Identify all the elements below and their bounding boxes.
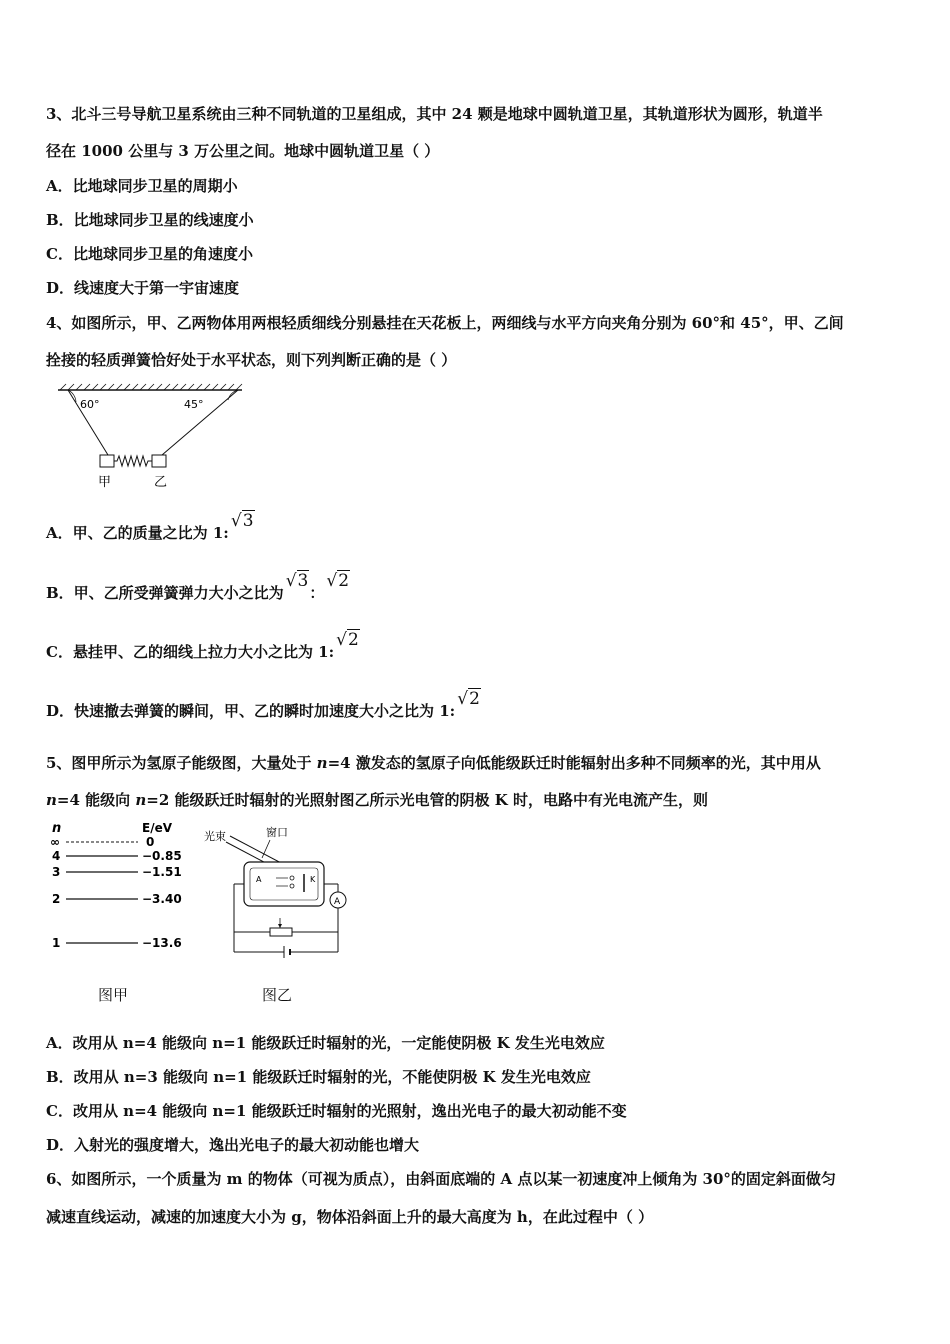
svg-text:4: 4 [52, 849, 61, 863]
q5-option-b: B．改用从 n=3 能级向 n=1 能级跃迁时辐射的光，不能使阴极 K 发生光电效应 [46, 1068, 591, 1086]
q5-stem-line2: n=4 能级向 n=2 能级跃迁时辐射的光照射图乙所示光电管的阴极 K 时，电路中有光电流产生，则 [46, 791, 708, 809]
rheostat [270, 928, 292, 936]
sqrt-symbol: √2 [457, 689, 480, 709]
level-3 [52, 865, 182, 879]
level-2 [52, 892, 182, 906]
e-header: E/eV [142, 821, 173, 835]
label-anode: A [256, 875, 262, 884]
caption-fig-yi: 图乙 [262, 986, 293, 1004]
angle-left-label: 60° [80, 398, 100, 411]
q4-option-d: D．快速撤去弹簧的瞬间，甲、乙的瞬时加速度大小之比为 1:√2 [46, 689, 480, 720]
label-cathode: K [310, 875, 316, 884]
n-header: n [52, 821, 62, 836]
q6-stem-line2: 减速直线运动，减速的加速度大小为 g，物体沿斜面上升的最大高度为 h，在此过程中（ ） [46, 1208, 654, 1226]
q3-option-c: C．比地球同步卫星的角速度小 [46, 245, 253, 263]
level-4 [52, 849, 182, 863]
q5-option-d: D．入射光的强度增大，逸出光电子的最大初动能也增大 [46, 1136, 420, 1154]
level-inf [50, 835, 154, 849]
svg-text:−1.51: −1.51 [142, 865, 182, 879]
q3-stem-line2: 径在 1000 公里与 3 万公里之间。地球中圆轨道卫星（ ） [46, 142, 440, 160]
q3-stem-line1: 3、北斗三号导航卫星系统由三种不同轨道的卫星组成，其中 24 颗是地球中圆轨道卫星，其轨道形状为圆形，轨道半 [46, 105, 823, 123]
svg-text:−0.85: −0.85 [142, 849, 182, 863]
sqrt-symbol: √2 [326, 571, 350, 591]
phototube [244, 862, 324, 906]
svg-text:2: 2 [52, 892, 61, 906]
energy-level-diagram [46, 818, 196, 958]
q4-stem-line2: 拴接的轻质弹簧恰好处于水平状态，则下列判断正确的是（ ） [46, 351, 457, 369]
photoelectric-circuit [200, 822, 360, 962]
q5-stem-line1: 5、图甲所示为氢原子能级图，大量处于 n=4 激发态的氢原子向低能级跃迁时能辐射出多种不同频率的光，其中用从 [46, 754, 821, 772]
q5-option-c: C．改用从 n=4 能级向 n=1 能级跃迁时辐射的光照射，逸出光电子的最大初动能不变 [46, 1102, 627, 1120]
label-window: 窗口 [266, 826, 288, 839]
q4-stem-line1: 4、如图所示，甲、乙两物体用两根轻质细线分别悬挂在天花板上，两细线与水平方向夹角分别为 60°和 45°，甲、乙间 [46, 314, 844, 332]
level-1 [52, 936, 182, 950]
svg-text:−13.6: −13.6 [142, 936, 182, 950]
svg-text:0: 0 [146, 835, 155, 849]
q3-option-a: A．比地球同步卫星的周期小 [46, 177, 238, 195]
q4-spring-figure [56, 382, 246, 492]
q5-option-a: A．改用从 n=4 能级向 n=1 能级跃迁时辐射的光，一定能使阴极 K 发生光电效应 [46, 1034, 605, 1052]
q6-stem-line1: 6、如图所示，一个质量为 m 的物体（可视为质点），由斜面底端的 A 点以某一初速度冲上倾角为 30°的固定斜面做匀 [46, 1170, 836, 1188]
sqrt-symbol: √3 [285, 571, 309, 591]
label-light-beam: 光束 [204, 830, 226, 843]
q3-option-b: B．比地球同步卫星的线速度小 [46, 211, 254, 229]
q3-option-d: D．线速度大于第一宇宙速度 [46, 279, 240, 297]
angle-right-label: 45° [184, 398, 204, 411]
svg-text:∞: ∞ [50, 835, 60, 849]
sqrt-symbol: √3 [230, 511, 254, 531]
svg-text:3: 3 [52, 865, 61, 879]
label-yi: 乙 [154, 475, 168, 490]
label-jia: 甲 [98, 475, 112, 490]
spring [114, 456, 152, 466]
svg-text:1: 1 [52, 936, 61, 950]
sqrt-symbol: √2 [336, 630, 359, 650]
block-yi [152, 455, 166, 467]
block-jia [100, 455, 114, 467]
q4-option-b: B．甲、乙所受弹簧弹力大小之比为√3：√2 [46, 571, 350, 602]
svg-text:−3.40: −3.40 [142, 892, 182, 906]
ammeter-label: A [334, 897, 341, 907]
q4-option-c: C．悬挂甲、乙的细线上拉力大小之比为 1:√2 [46, 630, 359, 661]
q4-option-a: A．甲、乙的质量之比为 1:√3 [46, 511, 254, 542]
caption-fig-jia: 图甲 [98, 986, 129, 1004]
